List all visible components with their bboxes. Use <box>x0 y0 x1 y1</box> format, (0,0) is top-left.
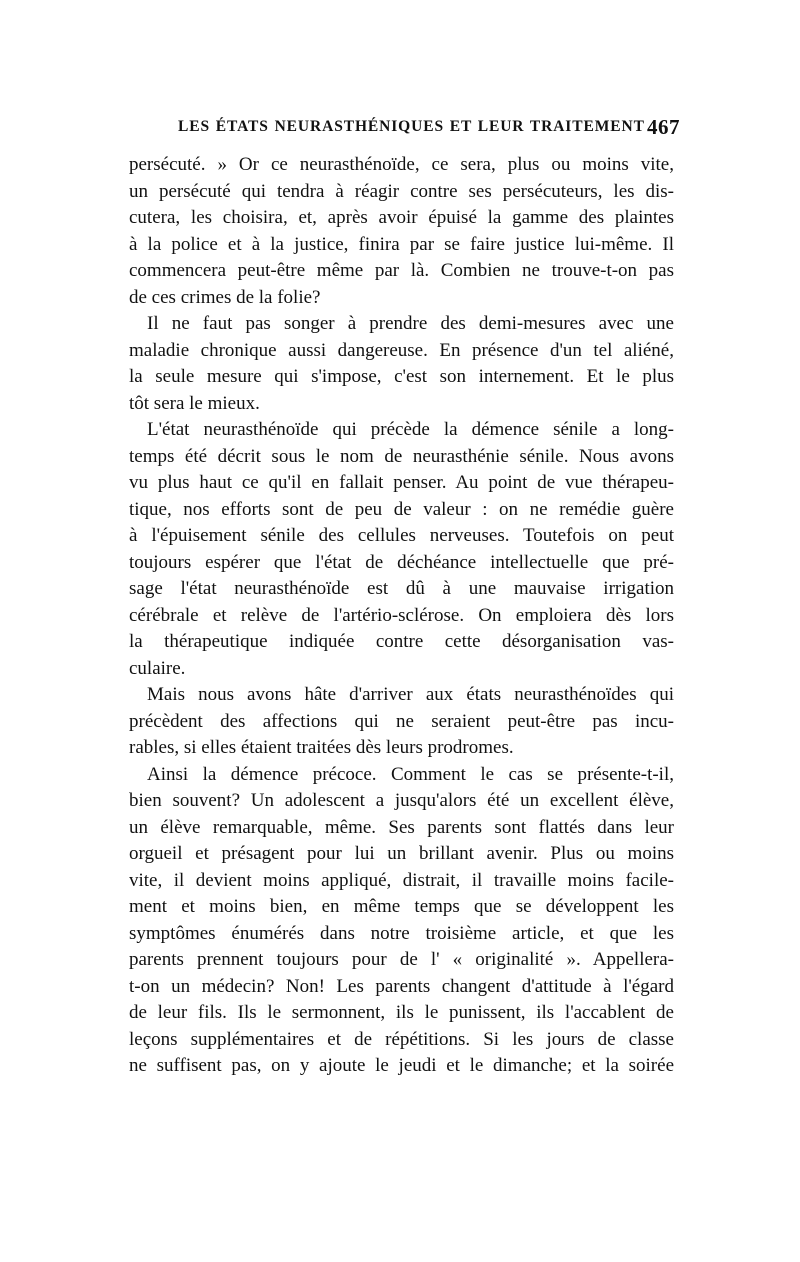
text-line: symptômes énumérés dans notre troisième article, et que les <box>129 922 674 944</box>
text-line: Il ne faut pas songer à prendre des demi-mesures avec une <box>147 313 674 334</box>
text-line: sage l'état neurasthénoïde est dû à une mauvaise irrigation <box>129 578 674 599</box>
text-line: orgueil et présagent pour lui un brillant avenir. Plus ou moins <box>129 843 674 864</box>
text-line: bien souvent? Un adolescent a jusqu'alors été un excellent élève, <box>129 790 674 811</box>
text-line: cérébrale et relève de l'artério-sclérose. On emploiera dès lors <box>129 604 674 626</box>
text-line: la thérapeutique indiquée contre cette désorganisation vas- <box>129 631 674 652</box>
text-line: à l'épuisement sénile des cellules nerveuses. Toutefois on peut <box>129 525 674 546</box>
text-line: toujours espérer que l'état de déchéance intellectuelle que pré- <box>129 551 674 573</box>
text-line: L'état neurasthénoïde qui précède la démence sénile a long- <box>147 419 674 440</box>
text-line: de ces crimes de la folie? <box>129 286 321 308</box>
text-line: commencera peut-être même par là. Combien ne trouve-t-on pas <box>129 260 674 281</box>
running-head: LES ÉTATS NEURASTHÉNIQUES ET LEUR TRAITEMENT <box>178 118 645 135</box>
text-line: vu plus haut ce qu'il en fallait penser. Au point de vue thérapeu- <box>129 472 674 493</box>
text-line: ment et moins bien, en même temps que se développent les <box>129 896 674 917</box>
text-line: un persécuté qui tendra à réagir contre ses persécuteurs, les dis- <box>129 180 674 202</box>
body-text <box>129 152 674 1080</box>
text-line: tôt sera le mieux. <box>129 392 260 414</box>
text-line: t-on un médecin? Non! Les parents changent d'attitude à l'égard <box>129 975 674 997</box>
text-line: la seule mesure qui s'impose, c'est son internement. Et le plus <box>129 366 674 387</box>
text-line: leçons supplémentaires et de répétitions. Si les jours de classe <box>129 1028 674 1050</box>
text-line: précèdent des affections qui ne seraient peut-être pas incu- <box>129 710 674 732</box>
text-line: tique, nos efforts sont de peu de valeur : on ne remédie guère <box>129 498 674 520</box>
text-line: parents prennent toujours pour de l' « originalité ». Appellera- <box>129 949 674 970</box>
text-line: temps été décrit sous le nom de neurasthénie sénile. Nous avons <box>129 445 674 467</box>
text-line: un élève remarquable, même. Ses parents sont flattés dans leur <box>129 816 674 838</box>
text-line: cutera, les choisira, et, après avoir épuisé la gamme des plaintes <box>129 207 674 228</box>
text-line: ne suffisent pas, on y ajoute le jeudi et le dimanche; et la soirée <box>129 1055 674 1076</box>
text-line: maladie chronique aussi dangereuse. En présence d'un tel aliéné, <box>129 339 674 361</box>
page-header <box>178 115 680 142</box>
text-line: à la police et à la justice, finira par se faire justice lui-même. Il <box>129 233 674 255</box>
text-line: de leur fils. Ils le sermonnent, ils le punissent, ils l'accablent de <box>129 1002 674 1023</box>
text-line: culaire. <box>129 657 186 679</box>
text-line: Ainsi la démence précoce. Comment le cas se présente-t-il, <box>147 763 674 785</box>
text-line: vite, il devient moins appliqué, distrait, il travaille moins facile- <box>129 869 674 891</box>
page-number: 467 <box>647 115 680 139</box>
text-line: Mais nous avons hâte d'arriver aux états neurasthénoïdes qui <box>147 684 674 705</box>
text-line: rables, si elles étaient traitées dès leurs prodromes. <box>129 737 514 758</box>
text-line: persécuté. » Or ce neurasthénoïde, ce sera, plus ou moins vite, <box>129 154 674 175</box>
